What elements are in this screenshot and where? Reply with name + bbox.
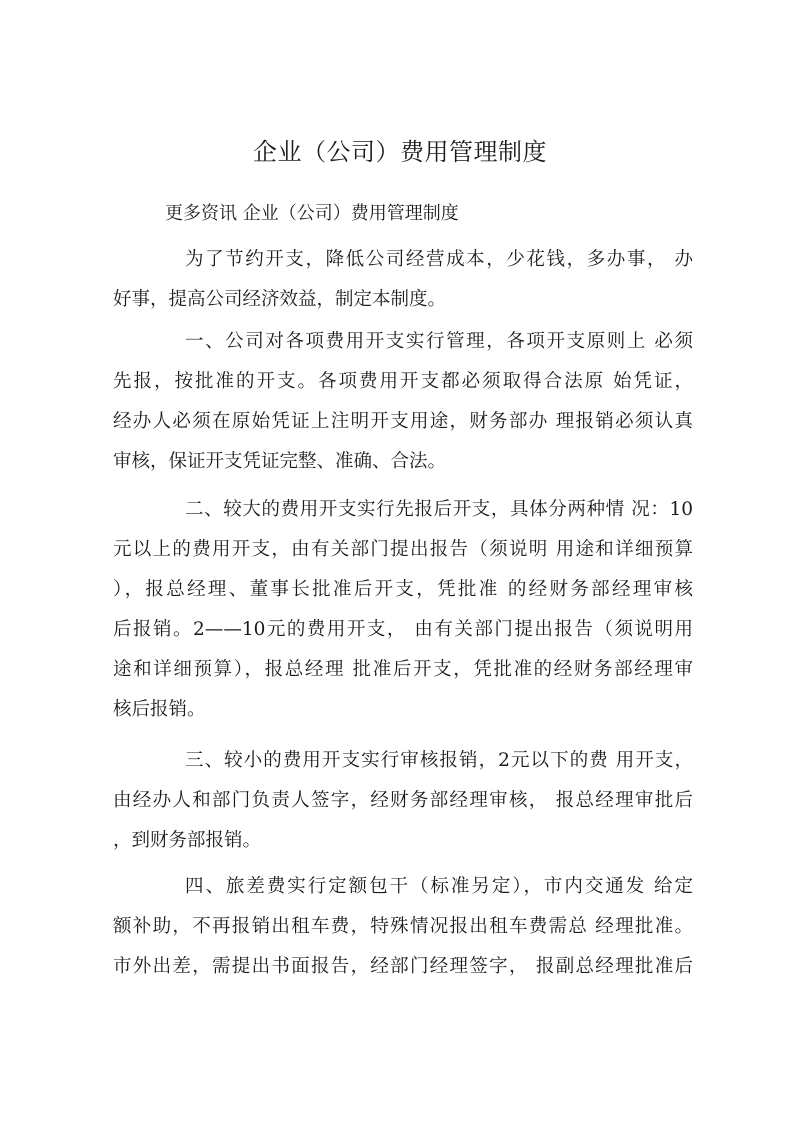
paragraph-line: 由经办人和部门负责人签字，经财务部经理审核， 报总经理审批后: [113, 790, 693, 811]
paragraph-line: 额补助，不再报销出租车费，特殊情况报出租车费需总 经理批准。: [113, 916, 693, 937]
paragraph-clause-4: [113, 867, 693, 987]
document-subtitle: 更多资讯 企业（公司）费用管理制度: [165, 203, 459, 224]
paragraph-line: 经办人必须在原始凭证上注明开支用途，财务部办 理报销必须认真: [113, 411, 693, 432]
paragraph-line: 审核，保证开支凭证完整、准确、合法。: [113, 451, 447, 472]
paragraph-line: ，到财务部报销。: [113, 830, 262, 851]
paragraph-line: 好事，提高公司经济效益，制定本制度。: [113, 289, 447, 310]
paragraph-clause-2: [113, 490, 693, 730]
paragraph-line: 三、较小的费用开支实行审核报销，2元以下的费 用开支，: [185, 750, 693, 771]
paragraph-line: 一、公司对各项费用开支实行管理，各项开支原则上 必须: [185, 331, 693, 352]
paragraph-line: 为了节约开支，降低公司经营成本，少花钱，多办事， 办: [185, 249, 693, 270]
paragraph-line: 核后报销。: [113, 699, 206, 720]
paragraph-clause-3: [113, 741, 693, 861]
paragraph-intro: [113, 240, 693, 320]
paragraph-line: 市外出差，需提出书面报告，经部门经理签字， 报副总经理批准后: [113, 956, 693, 977]
paragraph-line: 元以上的费用开支，由有关部门提出报告（须说明 用途和详细预算: [113, 539, 693, 560]
paragraph-clause-1: [113, 322, 693, 482]
paragraph-line: ），报总经理、董事长批准后开支，凭批准 的经财务部经理审核: [113, 579, 693, 600]
document-title: 企业（公司）费用管理制度: [253, 138, 547, 166]
paragraph-line: 途和详细预算），报总经理 批准后开支，凭批准的经财务部经理审: [113, 659, 693, 680]
paragraph-line: 后报销。2——10元的费用开支， 由有关部门提出报告（须说明用: [113, 619, 693, 640]
paragraph-line: 二、较大的费用开支实行先报后开支，具体分两种情 况：10: [185, 499, 693, 520]
paragraph-line: 先报，按批准的开支。各项费用开支都必须取得合法原 始凭证，: [113, 371, 693, 392]
paragraph-line: 四、旅差费实行定额包干（标准另定），市内交通发 给定: [185, 876, 693, 897]
